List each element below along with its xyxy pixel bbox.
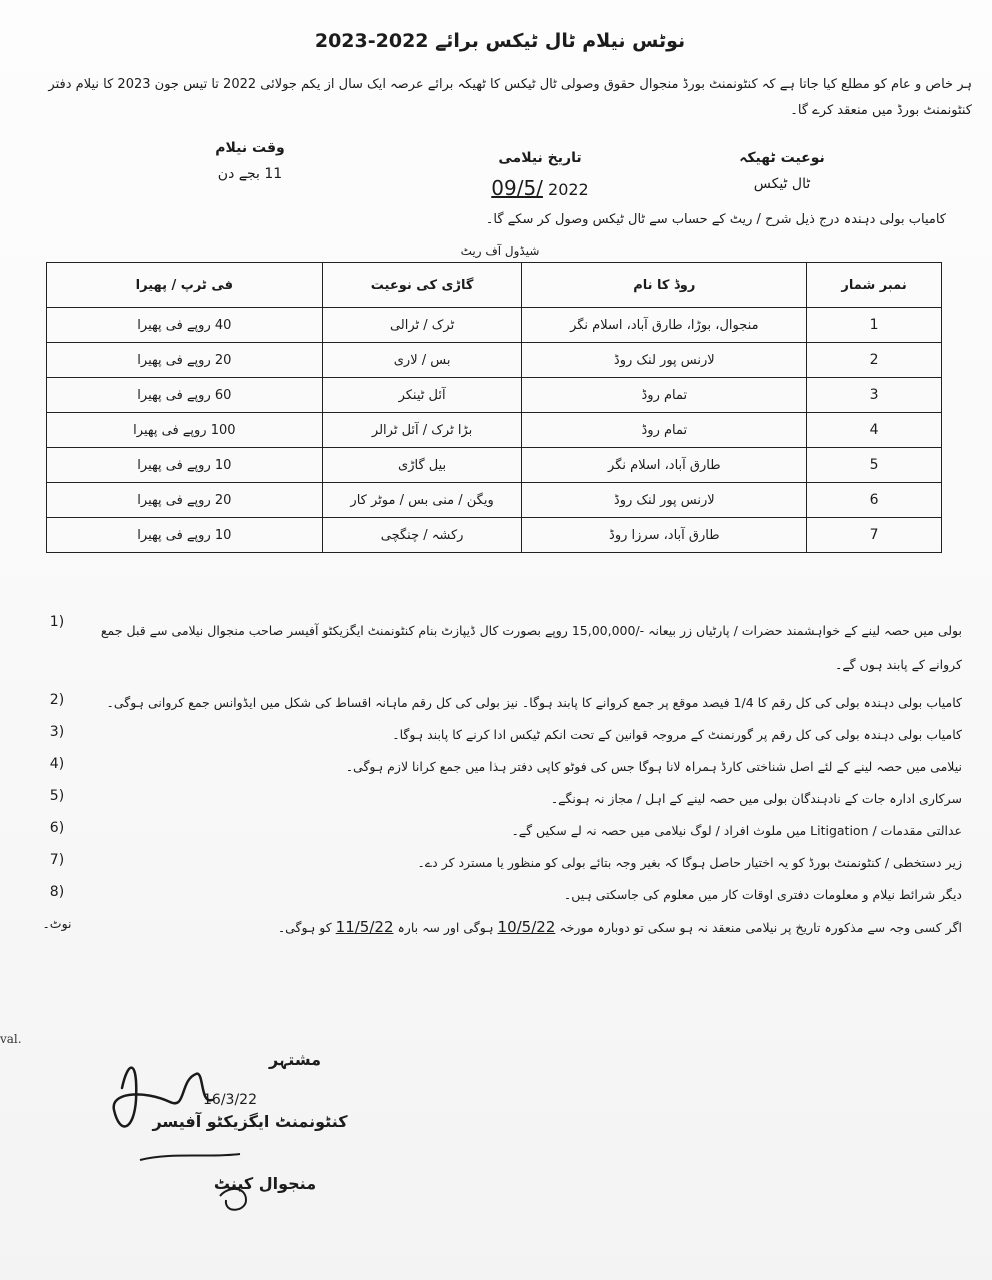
contract-type-label: نوعیت ٹھیکہ [739, 150, 825, 166]
condition-text: زیر دستخطی / کنٹونمنٹ بورڈ کو یہ اختیار حاصل ہوگا کہ بغیر وجہ بتائے بولی کو منظور یا مسترد کر دے۔ [417, 855, 962, 870]
condition-number: (4 [49, 756, 65, 772]
condition-item [32, 692, 962, 714]
note-text [82, 916, 962, 939]
cell-serial: 5 [807, 448, 942, 483]
condition-text: سرکاری ادارہ جات کے نادہندگان بولی میں حصہ لینے کے اہل / مجاز نہ ہونگے۔ [550, 791, 962, 806]
table-header-row [47, 263, 942, 308]
condition-number: (6 [49, 820, 65, 836]
signature-area [100, 1040, 360, 1230]
auction-date-value [460, 176, 620, 200]
cell-rate: 40 روپے فی پھیرا [47, 308, 323, 343]
cell-rate: 10 روپے فی پھیرا [47, 518, 323, 553]
cell-vehicle: بیل گاڑی [322, 448, 522, 483]
condition-number: (5 [49, 788, 65, 804]
table-row [47, 413, 942, 448]
cropped-edge-text: val. [0, 1032, 22, 1046]
condition-number: (2 [49, 692, 65, 708]
header-serial: نمبر شمار [807, 263, 942, 308]
condition-text: کامیاب بولی دہندہ بولی کی کل رقم پر گورنمنٹ کے مروجہ قوانین کے تحت انکم ٹیکس ادا کرنے کا پابند ہوگا۔ [392, 727, 962, 742]
note-text-mid: ہوگی اور سہ بارہ [397, 920, 494, 935]
cell-vehicle: ویگن / منی بس / موٹر کار [322, 483, 522, 518]
condition-item [32, 820, 962, 842]
cell-rate: 10 روپے فی پھیرا [47, 448, 323, 483]
cell-road: لارنس پور لنک روڈ [522, 343, 807, 378]
rate-instruction-line: کامیاب بولی دہندہ درج ذیل شرح / ریٹ کے حساب سے ٹال ٹیکس وصول کر سکے گا۔ [485, 212, 946, 227]
note-item [32, 916, 962, 939]
condition-item [32, 884, 962, 906]
cell-serial: 1 [807, 308, 942, 343]
cell-road: منجوال، بوڑا، طارق آباد، اسلام نگر [522, 308, 807, 343]
cell-road: تمام روڈ [522, 413, 807, 448]
cell-serial: 2 [807, 343, 942, 378]
auction-date-handwritten: 09/5/ [491, 176, 543, 200]
note-label: نوٹ۔ [42, 916, 72, 931]
note-text-end: کو ہوگی۔ [277, 920, 332, 935]
table-row [47, 448, 942, 483]
cell-serial: 6 [807, 483, 942, 518]
cell-rate: 100 روپے فی پھیرا [47, 413, 323, 448]
cell-serial: 7 [807, 518, 942, 553]
notice-title: نوٹس نیلام ٹال ٹیکس برائے 2022-2023 [314, 30, 686, 52]
intro-paragraph: ہر خاص و عام کو مطلع کیا جاتا ہے کہ کنٹونمنٹ بورڈ منجوال حقوق وصولی ٹال ٹیکس کا ٹھیکہ برائے عرصہ ایک سال از یکم جولائی 2022 تا تیس جون 2023 کا نیلام دفتر کنٹونمنٹ بورڈ میں منعقد کرے گا۔ [48, 77, 972, 118]
cell-vehicle: ٹرک / ٹرالی [322, 308, 522, 343]
cell-road: طارق آباد، سرزا روڈ [522, 518, 807, 553]
schedule-title: شیڈول آف ریٹ [460, 244, 540, 258]
signatory-title-top: مشتہر [268, 1050, 322, 1069]
note-date-second: 11/5/22 [335, 918, 394, 936]
rate-schedule-table [46, 262, 942, 553]
condition-number: (7 [49, 852, 65, 868]
header-road: روڈ کا نام [522, 263, 807, 308]
auction-date-year: 2022 [548, 180, 589, 199]
signatory-location: منجوال کینٹ [213, 1174, 317, 1193]
note-date-first: 10/5/22 [497, 918, 556, 936]
condition-number: (3 [49, 724, 65, 740]
condition-item [32, 788, 962, 810]
condition-item [32, 614, 962, 682]
auction-date-block [460, 150, 620, 200]
table-row [47, 343, 942, 378]
condition-text: نیلامی میں حصہ لینے کے لئے اصل شناختی کارڈ ہمراہ لانا ہوگا جس کی فوٹو کاپی دفتر ہذا میں جمع کرانا لازم ہوگی۔ [345, 759, 962, 774]
cell-rate: 60 روپے فی پھیرا [47, 378, 323, 413]
condition-text: دیگر شرائط نیلام و معلومات دفتری اوقات کار میں معلوم کی جاسکتی ہیں۔ [563, 887, 962, 902]
header-vehicle: گاڑی کی نوعیت [322, 263, 522, 308]
condition-text: کامیاب بولی دہندہ بولی کی کل رقم کا 1/4 فیصد موقع پر جمع کروانے کا پابند ہوگا۔ نیز بولی کی کل رقم ماہانہ اقساط کی شکل میں ایڈوانس جمع کروانی ہوگی۔ [106, 695, 962, 710]
condition-number: (1 [49, 614, 65, 630]
note-text-start: اگر کسی وجہ سے مذکورہ تاریخ پر نیلامی منعقد نہ ہو سکی تو دوبارہ مورخہ [559, 920, 962, 935]
signature-date-handwritten: 16/3/22 [203, 1092, 257, 1108]
signatory-title: کنٹونمنٹ ایگزیکٹو آفیسر [152, 1112, 348, 1131]
cell-rate: 20 روپے فی پھیرا [47, 343, 323, 378]
table-row [47, 308, 942, 343]
contract-type-block [722, 150, 842, 192]
conditions-list [32, 614, 962, 949]
contract-type-value: ٹال ٹیکس [753, 176, 811, 192]
cell-road: طارق آباد، اسلام نگر [522, 448, 807, 483]
auction-time-block [190, 140, 310, 182]
cell-vehicle: بس / لاری [322, 343, 522, 378]
condition-number: (8 [49, 884, 65, 900]
header-rate: فی ٹرپ / پھیرا [47, 263, 323, 308]
cell-vehicle: رکشہ / چنگچی [322, 518, 522, 553]
condition-item [32, 724, 962, 746]
cell-road: لارنس پور لنک روڈ [522, 483, 807, 518]
cell-vehicle: بڑا ٹرک / آئل ٹرالر [322, 413, 522, 448]
condition-text: بولی میں حصہ لینے کے خواہشمند حضرات / پارٹیاں زر بیعانہ -/15,00,000 روپے بصورت کال ڈیپازٹ بنام کنٹونمنٹ ایگزیکٹو آفیسر صاحب منجوال نیلامی سے قبل جمع کروانے کے پابند ہوں گے۔ [100, 623, 962, 672]
condition-text: عدالتی مقدمات / Litigation میں ملوث افراد / لوگ نیلامی میں حصہ نہ لے سکیں گے۔ [511, 823, 962, 838]
cell-rate: 20 روپے فی پھیرا [47, 483, 323, 518]
auction-time-value: 11 بجے دن [217, 166, 283, 182]
auction-time-label: وقت نیلام [215, 140, 285, 156]
table-row [47, 518, 942, 553]
table-row [47, 483, 942, 518]
table-row [47, 378, 942, 413]
condition-item [32, 852, 962, 874]
cell-road: تمام روڈ [522, 378, 807, 413]
cell-vehicle: آئل ٹینکر [322, 378, 522, 413]
auction-date-label: تاریخ نیلامی [498, 150, 582, 166]
cell-serial: 4 [807, 413, 942, 448]
cell-serial: 3 [807, 378, 942, 413]
condition-item [32, 756, 962, 778]
